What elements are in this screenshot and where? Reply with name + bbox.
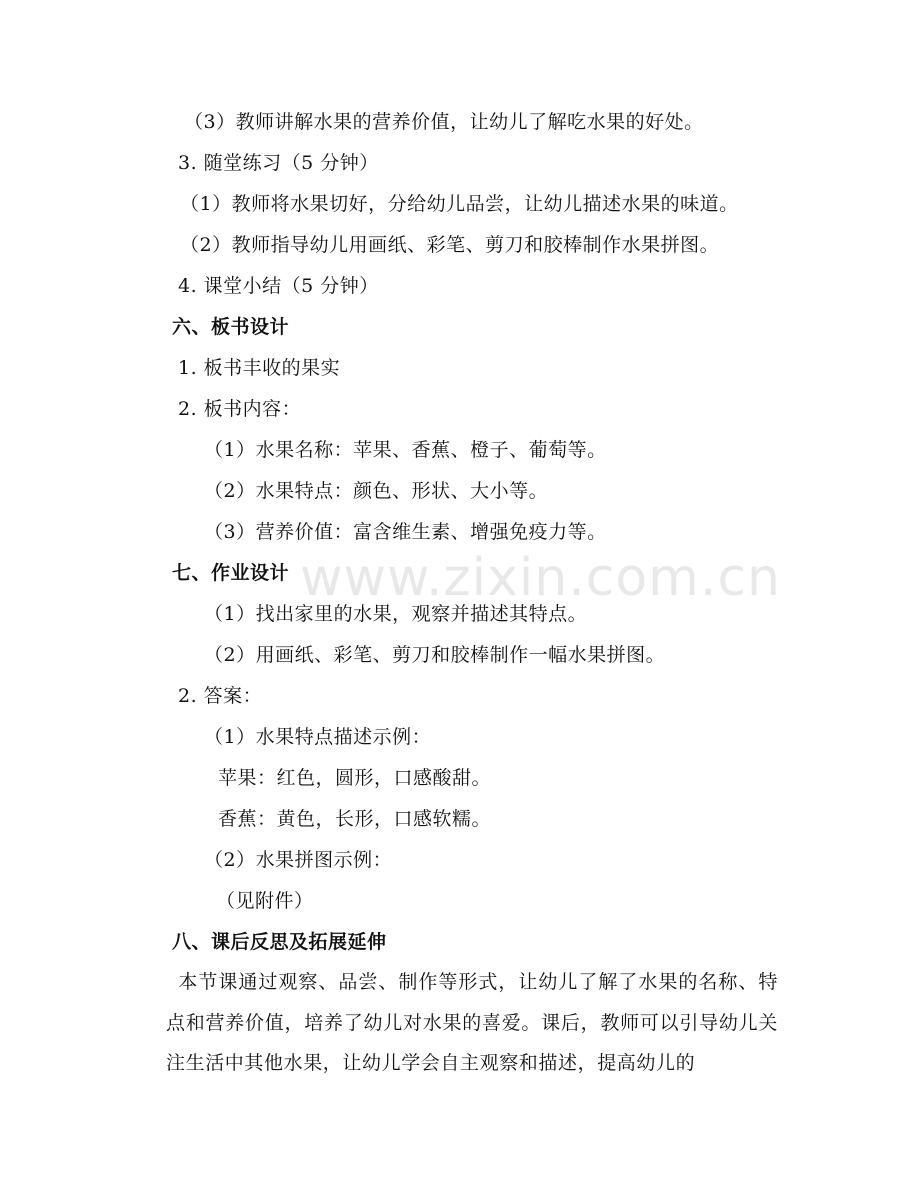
text-line: （2）水果拼图示例： (204, 849, 393, 871)
text-line: 4. 课堂小结（5 分钟） (178, 275, 379, 297)
text-line: 2. 板书内容： (178, 398, 302, 420)
text-line: （1）教师将水果切好，分给幼儿品尝，让幼儿描述水果的味道。 (180, 193, 739, 215)
text-line: （1）找出家里的水果，观察并描述其特点。 (204, 603, 588, 625)
paragraph-text: 本节课通过观察、品尝、制作等形式，让幼儿了解了水果的名称、特点和营养价值，培养了幼儿对水果的喜爱。课后，教师可以引导幼儿关注生活中其他水果，让幼儿学会自主观察和描述，提高幼儿的 (166, 971, 778, 1074)
section-heading: 七、作业设计 (172, 562, 290, 584)
text-line: （1）水果特点描述示例： (204, 726, 432, 748)
text-line: （见附件） (216, 890, 314, 912)
text-line: （3）教师讲解水果的营养价值，让幼儿了解吃水果的好处。 (184, 111, 704, 133)
section-heading: 六、板书设计 (172, 316, 290, 338)
text-line: 2. 答案： (178, 685, 263, 707)
section-heading: 八、课后反思及拓展延伸 (172, 931, 387, 953)
text-line: （3）营养价值：富含维生素、增强免疫力等。 (204, 521, 607, 543)
watermark: www.zixin.com.cn (300, 548, 781, 608)
text-line: 苹果：红色，圆形，口感酸甜。 (218, 767, 492, 789)
text-line: 1. 板书丰收的果实 (178, 357, 341, 379)
text-line: （2）用画纸、彩笔、剪刀和胶棒制作一幅水果拼图。 (204, 644, 666, 666)
text-line: （2）水果特点：颜色、形状、大小等。 (204, 480, 549, 502)
text-line: （1）水果名称：苹果、香蕉、橙子、葡萄等。 (204, 439, 607, 461)
text-line: （2）教师指导幼儿用画纸、彩笔、剪刀和胶棒制作水果拼图。 (180, 234, 720, 256)
body-paragraph (166, 962, 778, 1084)
text-line: 香蕉：黄色，长形，口感软糯。 (218, 808, 492, 830)
text-line: 3. 随堂练习（5 分钟） (178, 152, 379, 174)
